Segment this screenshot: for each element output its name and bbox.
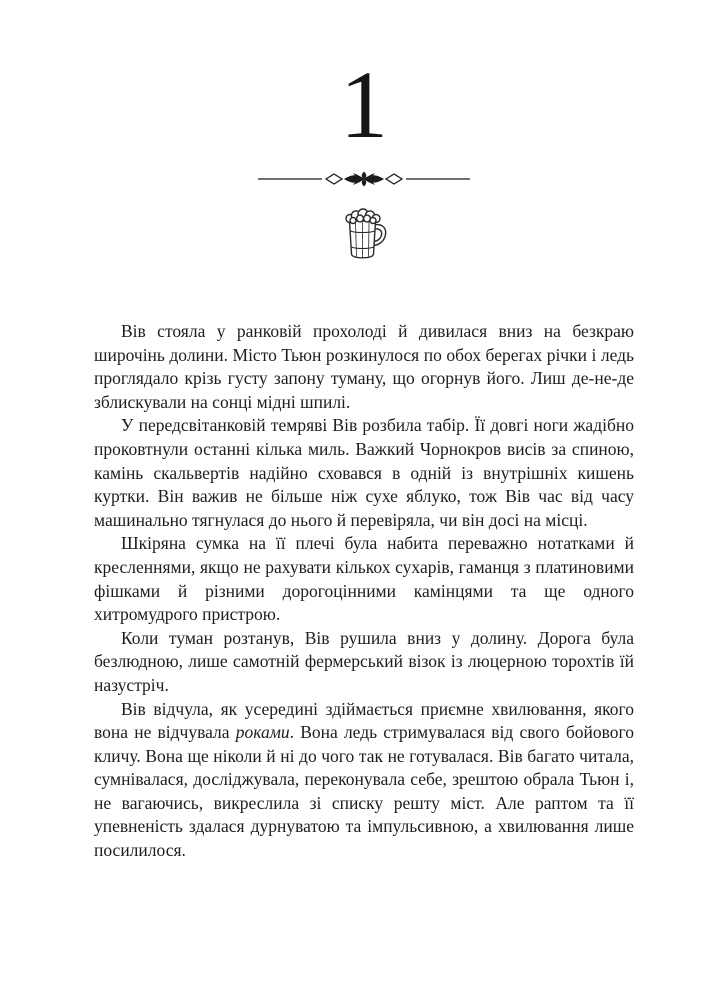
paragraph-run: Шкіряна сумка на її плечі була набита переважно нотатками й кресленнями, якщо не рахувати кількох сухарів, гаманця з платиновими фішками й різними дорогоцінними камінцями та ще одного хитромудрого пристрою. xyxy=(94,533,634,625)
paragraph-run: . Вона ледь стримувалася від свого бойового кличу. Вона ще ніколи й ні до чого так не готувалася. Вів багато читала, сумнівалася, досліджувала, переконувала себе, зрештою обрала Тьюн і, не вагаючись, викреслила зі списку решту міст. Але раптом та її упевненість здалася дурнуватою та імпульсивною, а хвилювання лише посилилося. xyxy=(94,722,634,861)
chapter-divider-ornament-icon xyxy=(0,168,728,190)
text-block xyxy=(94,320,634,863)
paragraph-run: У передсвітанковій темряві Вів розбила табір. Її довгі ноги жадібно проковтнули останні кілька миль. Важкий Чорнокров висів за спиною, камінь скальвертів надійно сховався в одній із внутрішніх кишень куртки. Він важив не більше ніж сухе яблуко, тож Вів час від часу машинально тягнулася до нього й перевіряла, чи він досі на місці. xyxy=(94,415,634,530)
paragraph xyxy=(94,698,634,863)
paragraph-run: Коли туман розтанув, Вів рушила вниз у долину. Дорога була безлюдною, лише самотній фермерський візок із люцерною торохтів їй назустріч. xyxy=(94,627,634,695)
chapter-number: 1 xyxy=(340,51,388,158)
paragraph xyxy=(94,532,634,626)
paragraph-run: Вів відчула, як усередині здіймається приємне хвилювання, якого вона не відчувала xyxy=(94,698,634,743)
paragraph-run: Вів стояла у ранковій прохолоді й дивилася вниз на безкраю широчінь долини. Місто Тьюн розкинулося по обох берегах річки і ледь проглядало крізь густу запону туману, що огорнув його. Лиш де-не-де зблискували на сонці мідні шпилі. xyxy=(94,321,634,412)
paragraph xyxy=(94,627,634,698)
paragraph xyxy=(94,320,634,414)
paragraph-run-italic: роками xyxy=(235,722,290,743)
paragraph xyxy=(94,414,634,532)
beer-mug-icon xyxy=(0,208,728,260)
